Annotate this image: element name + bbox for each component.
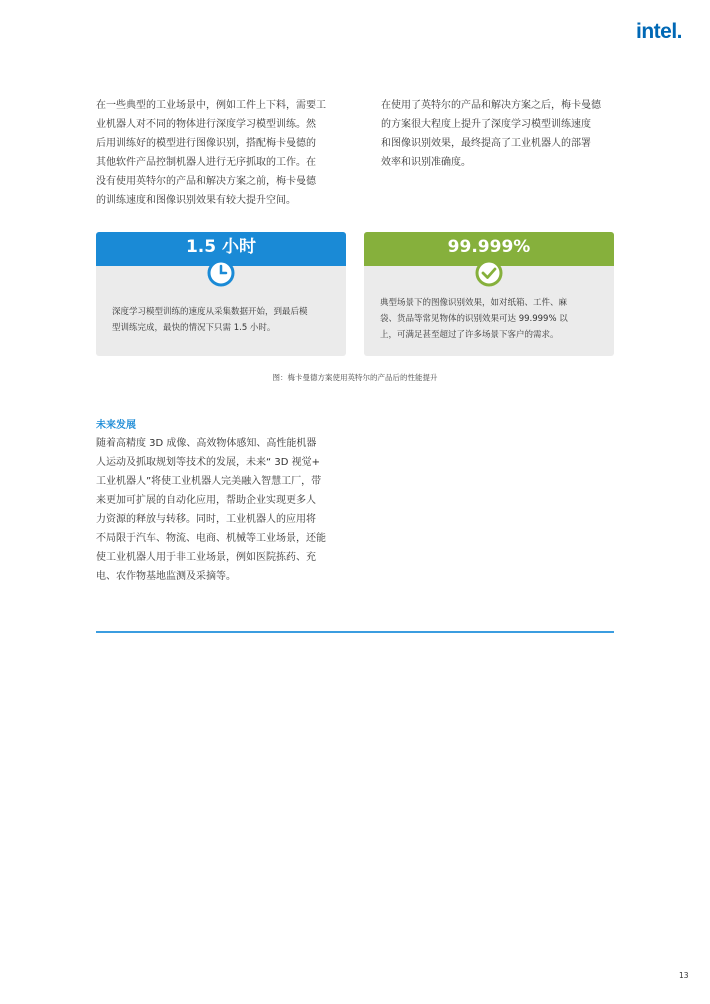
stat-card-description: 典型场景下的图像识别效果，如对纸箱、工件、麻 袋、货品等常见物体的识别效果可达 99.999% 以 上，可满足甚至超过了许多场景下客户的需求。 [380, 298, 568, 340]
check-circle-icon [474, 258, 504, 288]
stat-card-training-time [96, 232, 346, 356]
logo-dot: . [676, 20, 683, 43]
intel-logo [636, 20, 682, 44]
section-divider [96, 631, 614, 633]
clock-icon [206, 258, 236, 288]
stat-card-title: 99.999% [364, 232, 614, 266]
page-number: 13 [679, 971, 689, 980]
intro-right-paragraph: 在使用了英特尔的产品和解决方案之后，梅卡曼德 的方案很大程度上提升了深度学习模型训练速度 和图像识别效果，最终提高了工业机器人的部署 效率和识别准确度。 [381, 100, 601, 168]
stat-card-description: 深度学习模型训练的速度从采集数据开始，到最后模 型训练完成，最快的情况下只需 1.5 小时。 [112, 307, 308, 333]
logo-text: intel [636, 20, 677, 43]
stat-card-title: 1.5 小时 [96, 232, 346, 266]
intro-left-paragraph: 在一些典型的工业场景中，例如工件上下料，需要工 业机器人对不同的物体进行深度学习模型训练。然 后用训练好的模型进行图像识别，搭配梅卡曼德的 其他软件产品控制机器人进行无序抓取的工作。在 没有使用英特尔的产品和解决方案之前，梅卡曼德 的训练速度和图像识别效果有较大提升空间。 [96, 100, 326, 206]
section-title-future: 未来发展 [96, 420, 136, 431]
figure-caption: 图：梅卡曼德方案使用英特尔的产品后的性能提升 [272, 373, 438, 382]
stat-card-accuracy [364, 232, 614, 356]
future-paragraph: 随着高精度 3D 成像、高效物体感知、高性能机器 人运动及抓取规划等技术的发展，未来“ 3D 视觉+ 工业机器人”将使工业机器人完美融入智慧工厂，带 来更加可扩展的自动化应用，帮助企业实现更多人 力资源的释放与转移。同时，工业机器人的应用将 不局限于汽车、物流、电商、机械等工业场景，还能 使工业机器人用于非工业场景，例如医院拣药、充 电、农作物基地监测及采摘等。 [96, 438, 326, 582]
